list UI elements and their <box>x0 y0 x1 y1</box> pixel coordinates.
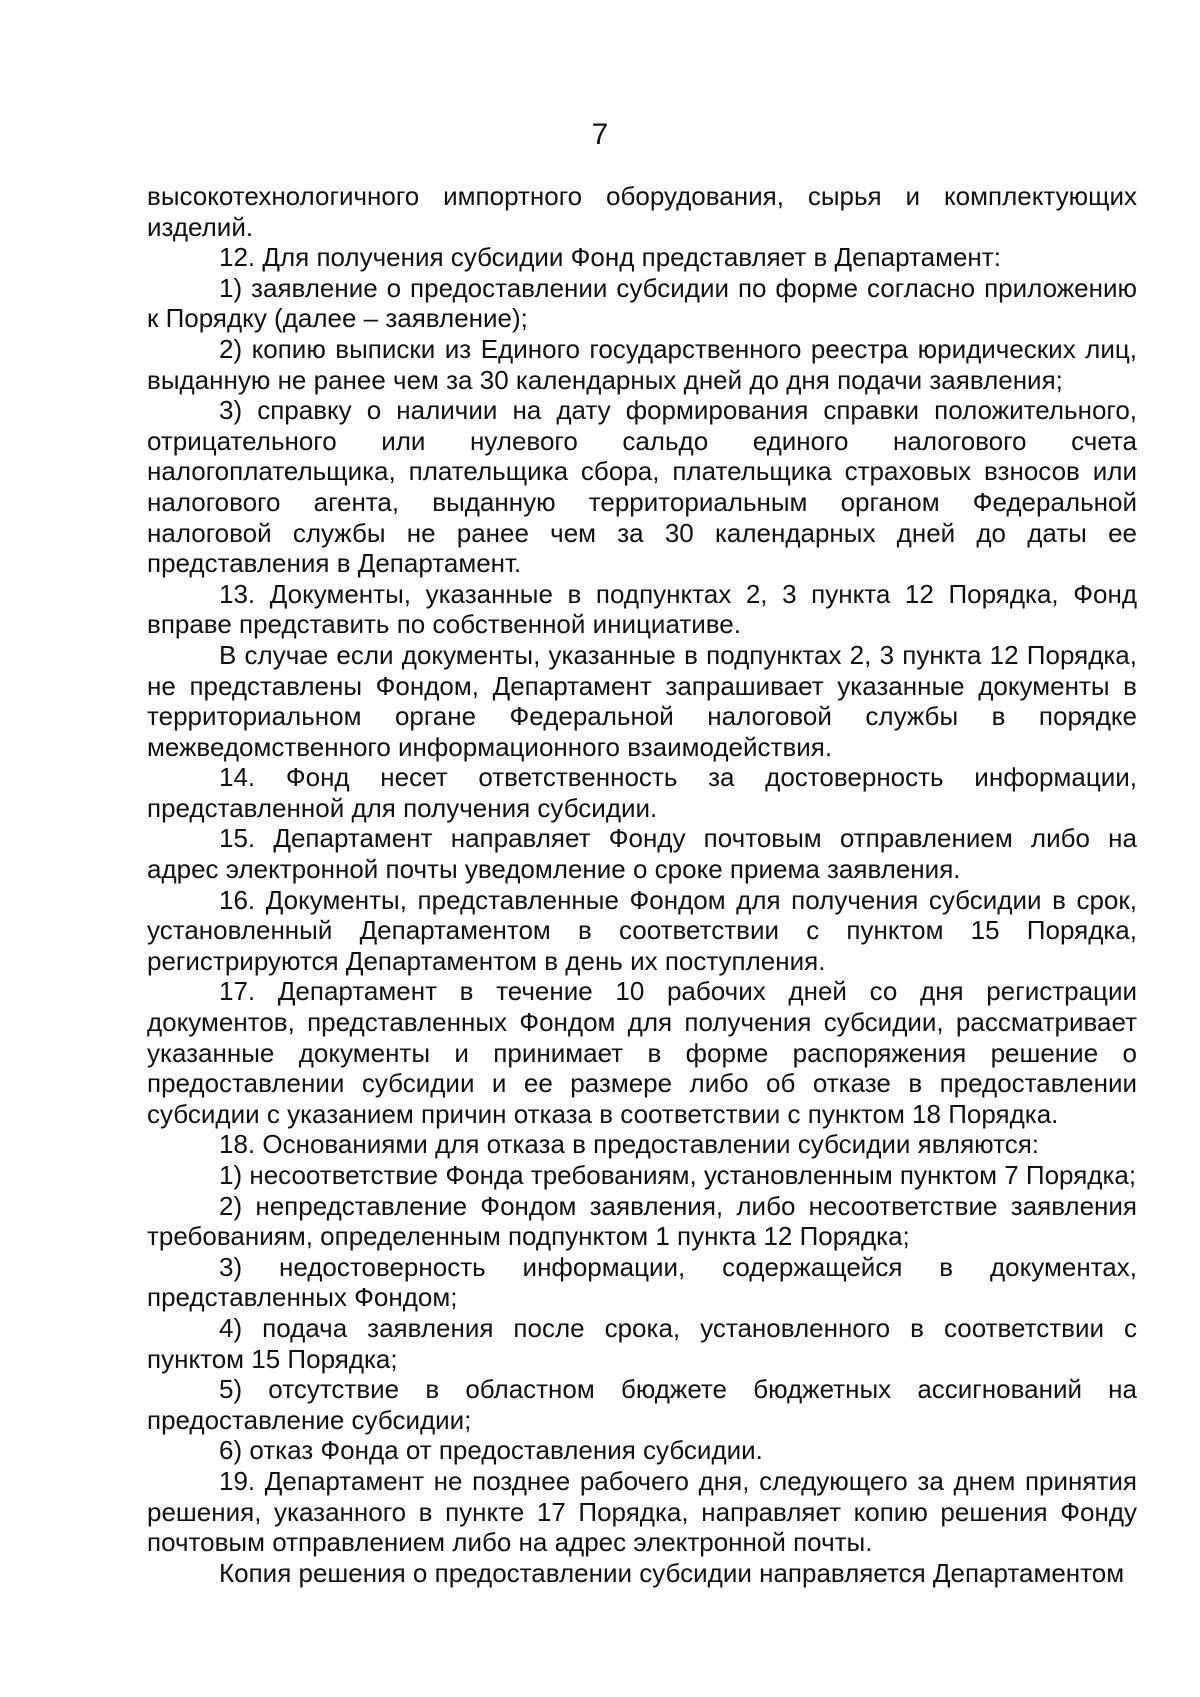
paragraph-item-12: 12. Для получения субсидии Фонд представляет в Департамент: <box>219 242 1001 273</box>
paragraph-subitem-3: 3) справку о наличии на дату формирования справки положительного, отрицательного или нулевого сальдо единого налогового счета налогоплательщика, плательщика сбора, плательщика страховых взносов или налогового агента, выданную территориальным органом Федеральной налоговой службы не ранее чем за 30 календарных дней до даты ее представления в Департамент. <box>147 395 1137 579</box>
paragraph-item-17: 17. Департамент в течение 10 рабочих дней со дня регистрации документов, представленных Фондом для получения субсидии, рассматривает указанные документы и принимает в форме распоряжения решение о предоставлении субсидии и ее размере либо об отказе в предоставлении субсидии с указанием причин отказа в соответствии с пунктом 18 Порядка. <box>147 976 1137 1129</box>
paragraph-subitem-2: 2) копию выписки из Единого государственного реестра юридических лиц, выданную не ранее чем за 30 календарных дней до дня подачи заявления; <box>147 333 1137 395</box>
paragraph-continuation: высокотехнологичного импортного оборудования, сырья и комплектующих изделий. <box>147 181 1137 242</box>
paragraph-item-16: 16. Документы, представленные Фондом для получения субсидии в срок, установленный Департаментом в соответствии с пунктом 15 Порядка, регистрируются Департаментом в день их поступления. <box>147 884 1137 976</box>
page-number: 7 <box>591 118 609 151</box>
paragraph-subitem-1: 1) заявление о предоставлении субсидии по форме согласно приложению к Порядку (далее – заявление); <box>147 272 1137 334</box>
paragraph-item-18-sub-3: 3) недостоверность информации, содержащейся в документах, представленных Фондом; <box>147 1251 1137 1313</box>
paragraph-item-18: 18. Основаниями для отказа в предоставлении субсидии являются: <box>219 1129 1040 1160</box>
paragraph-item-15: 15. Департамент направляет Фонду почтовым отправлением либо на адрес электронной почты уведомление о сроке приема заявления. <box>147 823 1137 885</box>
paragraph-item-14: 14. Фонд несет ответственность за достоверность информации, представленной для получения субсидии. <box>147 762 1137 823</box>
paragraph-item-18-sub-5: 5) отсутствие в областном бюджете бюджетных ассигнований на предоставление субсидии; <box>147 1374 1137 1435</box>
paragraph-item-18-sub-4: 4) подача заявления после срока, установленного в соответствии с пунктом 15 Порядка; <box>147 1312 1137 1374</box>
paragraph-item-13: 13. Документы, указанные в подпунктах 2, 3 пункта 12 Порядка, Фонд вправе представить по собственной инициативе. <box>147 578 1137 640</box>
document-body <box>147 181 1137 1588</box>
paragraph-item-18-sub-1: 1) несоответствие Фонда требованиям, установленным пунктом 7 Порядка; <box>219 1160 1137 1190</box>
paragraph-item-18-sub-2: 2) непредставление Фондом заявления, либо несоответствие заявления требованиям, определенным подпунктом 1 пункта 12 Порядка; <box>147 1190 1137 1252</box>
paragraph-item-19-copy: Копия решения о предоставлении субсидии направляется Департаментом <box>219 1557 1125 1588</box>
paragraph-item-19: 19. Департамент не позднее рабочего дня, следующего за днем принятия решения, указанного в пункте 17 Порядка, направляет копию решения Фонду почтовым отправлением либо на адрес электронной почты. <box>147 1465 1137 1558</box>
paragraph-item-18-sub-6: 6) отказ Фонда от предоставления субсидии. <box>219 1435 763 1466</box>
paragraph-item-13-case: В случае если документы, указанные в подпунктах 2, 3 пункта 12 Порядка, не представлены Фондом, Департамент запрашивает указанные документы в территориальном органе Федеральной налоговой службы в порядке межведомственного информационного взаимодействия. <box>147 639 1137 762</box>
